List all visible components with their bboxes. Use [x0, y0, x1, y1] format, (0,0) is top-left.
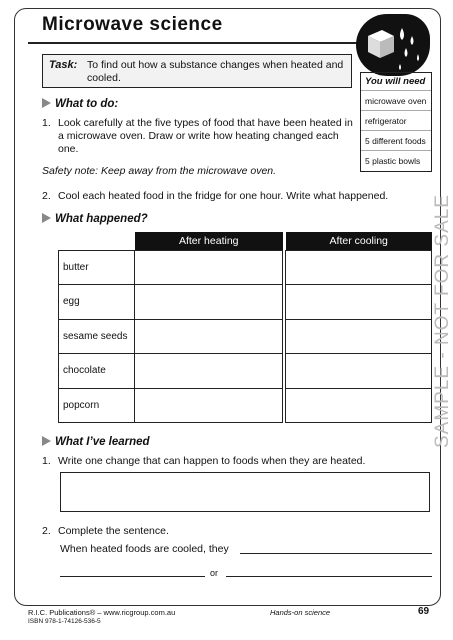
what-to-do-heading: What to do:	[42, 98, 118, 110]
sample-watermark: SAMPLE - NOT FOR SALE	[432, 194, 453, 448]
triangle-bullet-icon	[42, 436, 51, 446]
results-table	[58, 232, 432, 423]
table-row	[59, 388, 432, 423]
answer-line[interactable]	[240, 553, 432, 554]
title-rule	[28, 42, 366, 44]
or-label: or	[210, 568, 219, 578]
science-badge	[356, 14, 430, 76]
food-label: sesame seeds	[59, 319, 135, 354]
food-label: egg	[59, 285, 135, 320]
need-item: refrigerator	[361, 110, 431, 130]
column-header-after-cooling: After cooling	[286, 232, 432, 250]
footer-publisher: R.I.C. Publications® – www.ricgroup.com.au	[28, 608, 176, 617]
question-1-answer-box[interactable]	[60, 472, 430, 512]
answer-cell-heating[interactable]	[135, 250, 283, 285]
question-1-text: Write one change that can happen to foods when they are heated.	[58, 455, 366, 467]
answer-cell-heating[interactable]	[135, 388, 283, 423]
you-will-need-heading: You will need	[361, 72, 431, 90]
step-2-number: 2.	[42, 190, 51, 202]
task-box	[42, 54, 352, 88]
step-1-number: 1.	[42, 117, 51, 129]
sentence-start: When heated foods are cooled, they	[60, 543, 229, 555]
safety-note: Safety note: Keep away from the microwave oven.	[42, 165, 277, 177]
answer-line[interactable]	[60, 576, 205, 577]
answer-cell-cooling[interactable]	[286, 319, 432, 354]
column-header-after-heading: After heating	[135, 232, 283, 250]
you-will-need-box	[360, 72, 432, 172]
table-row	[59, 285, 432, 320]
table-row	[59, 354, 432, 389]
page-number: 69	[418, 606, 430, 617]
question-1-number: 1.	[42, 455, 51, 467]
ice-cube-drops-icon	[356, 14, 430, 76]
triangle-bullet-icon	[42, 213, 51, 223]
answer-cell-cooling[interactable]	[286, 388, 432, 423]
food-label: chocolate	[59, 354, 135, 389]
answer-cell-heating[interactable]	[135, 319, 283, 354]
step-1-text: Look carefully at the five types of food that have been heated in a microwave oven. Draw or write how heating changed each one.	[58, 117, 353, 155]
triangle-bullet-icon	[42, 98, 51, 108]
question-2-text: Complete the sentence.	[58, 525, 169, 537]
food-label: butter	[59, 250, 135, 285]
answer-cell-heating[interactable]	[135, 354, 283, 389]
page-title: Microwave science	[42, 14, 223, 35]
need-item: 5 plastic bowls	[361, 150, 431, 170]
learned-heading: What I’ve learned	[42, 436, 150, 448]
answer-cell-heating[interactable]	[135, 285, 283, 320]
footer-series: Hands-on science	[270, 608, 331, 617]
answer-cell-cooling[interactable]	[286, 354, 432, 389]
table-row	[59, 319, 432, 354]
answer-cell-cooling[interactable]	[286, 285, 432, 320]
step-2-text: Cool each heated food in the fridge for one hour. Write what happened.	[58, 190, 389, 202]
need-item: 5 different foods	[361, 130, 431, 150]
answer-cell-cooling[interactable]	[286, 250, 432, 285]
question-2-number: 2.	[42, 525, 51, 537]
need-item: microwave oven	[361, 90, 431, 110]
task-label: Task:	[49, 59, 78, 71]
food-label: popcorn	[59, 388, 135, 423]
what-happened-heading: What happened?	[42, 213, 148, 225]
task-text: To find out how a substance changes when heated and cooled.	[87, 59, 344, 84]
table-row	[59, 250, 432, 285]
footer-isbn: ISBN 978-1-74126-536-5	[28, 618, 101, 625]
answer-line[interactable]	[226, 576, 432, 577]
